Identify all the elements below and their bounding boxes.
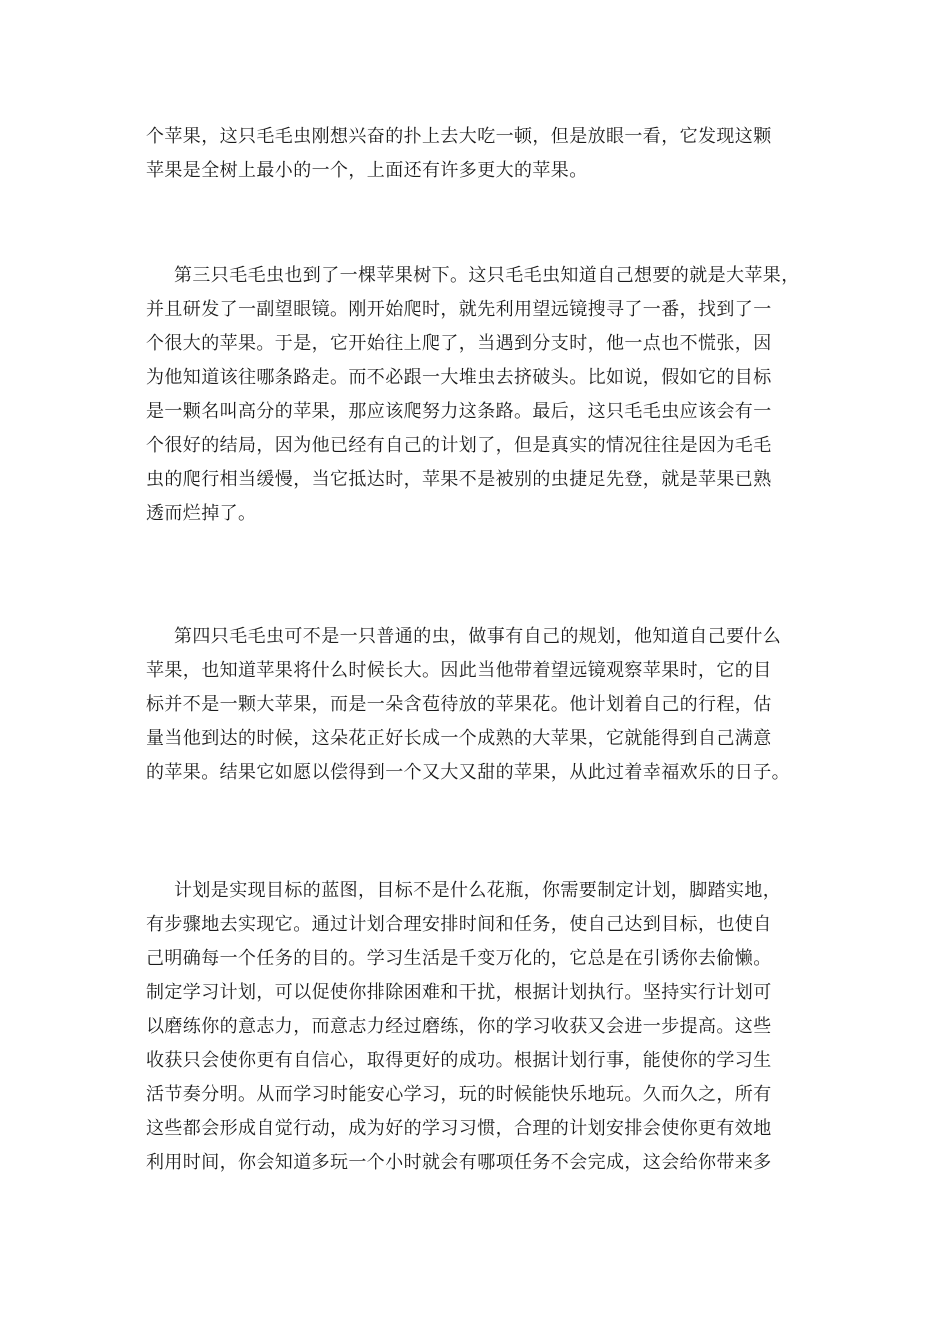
paragraph-apple-continuation (146, 120, 836, 188)
text-line: 有步骤地去实现它。通过计划合理安排时间和任务，使自己达到目标，也使自 (146, 914, 772, 935)
text-line: 活节奏分明。从而学习时能安心学习，玩的时候能快乐地玩。久而久之，所有 (146, 1084, 772, 1105)
text-line: 这些都会形成自觉行动，成为好的学习习惯，合理的计划安排会使你更有效地 (146, 1118, 772, 1139)
text-line: 收获只会使你更有自信心，取得更好的成功。根据计划行事，能使你的学习生 (146, 1050, 772, 1071)
text-line: 并且研发了一副望眼镜。刚开始爬时，就先利用望远镜搜寻了一番，找到了一 (146, 299, 772, 320)
paragraph-fourth-caterpillar (146, 620, 836, 790)
text-line: 是一颗名叫高分的苹果，那应该爬努力这条路。最后，这只毛毛虫应该会有一 (146, 401, 772, 422)
text-line: 个很好的结局，因为他已经有自己的计划了，但是真实的情况往往是因为毛毛 (146, 435, 772, 456)
paragraph-third-caterpillar (146, 259, 836, 531)
text-line: 透而烂掉了。 (146, 503, 257, 524)
text-line: 标并不是一颗大苹果，而是一朵含苞待放的苹果花。他计划着自己的行程，估 (146, 694, 772, 715)
text-line: 计划是实现目标的蓝图，目标不是什么花瓶，你需要制定计划，脚踏实地， (174, 880, 782, 901)
text-line: 苹果是全树上最小的一个，上面还有许多更大的苹果。 (146, 160, 588, 181)
text-line: 己明确每一个任务的目的。学习生活是千变万化的，它总是在引诱你去偷懒。 (146, 948, 772, 969)
text-line: 量当他到达的时候，这朵花正好长成一个成熟的大苹果，它就能得到自己满意 (146, 728, 772, 749)
text-line: 第三只毛毛虫也到了一棵苹果树下。这只毛毛虫知道自己想要的就是大苹果， (174, 265, 800, 286)
text-line: 制定学习计划，可以促使你排除困难和干扰，根据计划执行。坚持实行计划可 (146, 982, 772, 1003)
text-line: 的苹果。结果它如愿以偿得到一个又大又甜的苹果，从此过着幸福欢乐的日子。 (146, 762, 790, 783)
text-line: 个苹果，这只毛毛虫刚想兴奋的扑上去大吃一顿，但是放眼一看，它发现这颗 (146, 126, 772, 147)
text-line: 为他知道该往哪条路走。而不必跟一大堆虫去挤破头。比如说，假如它的目标 (146, 367, 772, 388)
text-line: 以磨练你的意志力，而意志力经过磨练，你的学习收获又会进一步提高。这些 (146, 1016, 772, 1037)
text-line: 利用时间，你会知道多玩一个小时就会有哪项任务不会完成，这会给你带来多 (146, 1152, 772, 1173)
text-line: 第四只毛毛虫可不是一只普通的虫，做事有自己的规划，他知道自己要什么 (174, 626, 782, 647)
paragraph-planning-conclusion (146, 874, 836, 1180)
text-line: 个很大的苹果。于是，它开始往上爬了，当遇到分支时，他一点也不慌张，因 (146, 333, 772, 354)
text-line: 苹果，也知道苹果将什么时候长大。因此当他带着望远镜观察苹果时，它的目 (146, 660, 772, 681)
text-line: 虫的爬行相当缓慢，当它抵达时，苹果不是被别的虫捷足先登，就是苹果已熟 (146, 469, 772, 490)
